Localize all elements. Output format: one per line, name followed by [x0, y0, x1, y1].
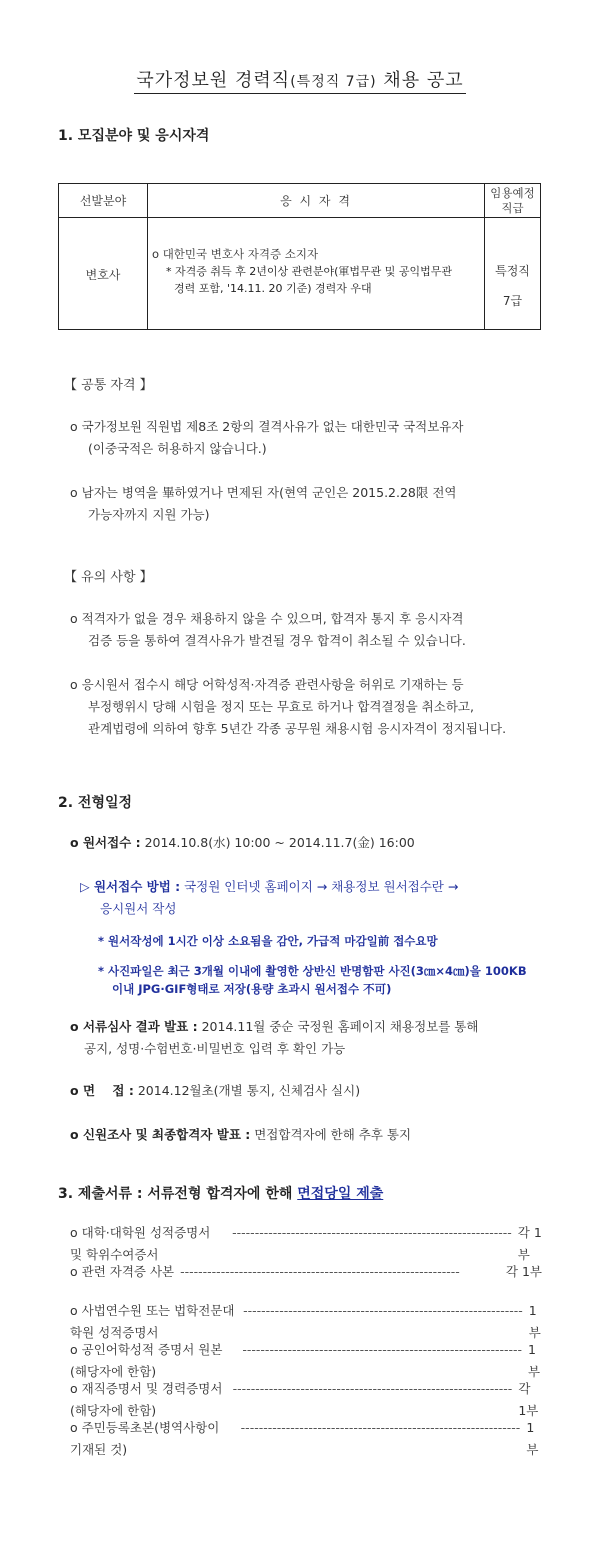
- doc-item-name: o 사법연수원 또는 법학전문대학원 성적증명서: [70, 1303, 235, 1340]
- notes-item-1-line1: o 적격자가 없을 경우 채용하지 않을 수 있으며, 합격자 통지 후 응시자격: [70, 611, 464, 626]
- page-title: [0, 66, 600, 94]
- interview-line: [70, 1080, 550, 1102]
- grade-line-1: 특정직: [495, 264, 530, 278]
- dash-leader: --------------------------------------------------------------: [240, 1420, 521, 1435]
- interview-label: o 면 접 :: [70, 1083, 134, 1098]
- table-header-field: 선발분야: [59, 184, 148, 218]
- table-header-grade-line2: 직급: [501, 200, 524, 215]
- doc-item: [70, 1339, 542, 1378]
- doc-item: [70, 1378, 542, 1417]
- table-header-grade-line1: 임용예정: [490, 185, 535, 200]
- common-item-2: [70, 482, 550, 526]
- final-value: 면접합격자에 한해 추후 통지: [254, 1127, 412, 1142]
- doc-item-count: 각 1부: [517, 1225, 542, 1262]
- receipt-value: 2014.10.8(水) 10:00 ~ 2014.11.7(金) 16:00: [144, 835, 415, 850]
- doc-item-count: 1부: [526, 1420, 539, 1457]
- section2-heading: 2. 전형일정: [58, 795, 133, 811]
- doc-item-count: 1부: [528, 1303, 541, 1340]
- star-note-2-line1: * 사진파일은 최근 3개월 이내에 촬영한 상반신 반명함판 사진(3㎝×4㎝)을 100KB: [98, 964, 527, 978]
- table-header-grade: [485, 184, 541, 218]
- notes-item-2-line2: 부정행위시 당해 시험을 정지 또는 무효로 하거나 합격결정을 취소하고,: [88, 699, 474, 714]
- doc-screening-line2: 공지, 성명·수험번호·비밀번호 입력 후 확인 가능: [84, 1041, 346, 1056]
- dash-leader: --------------------------------------------------------------: [232, 1225, 512, 1240]
- table-cell-grade: [485, 218, 541, 330]
- title-tail: 채용 공고: [383, 70, 464, 91]
- final-line: [70, 1124, 550, 1146]
- section3-heading: [58, 1183, 383, 1203]
- interview-day-link[interactable]: 면접당일 제출: [297, 1186, 384, 1202]
- qual-line-2: * 자격증 취득 후 2년이상 관련분야(軍법무관 및 공익법무관: [166, 265, 453, 278]
- doc-item: [70, 1222, 542, 1261]
- star-note-1: * 원서작성에 1시간 이상 소요됨을 감안, 가급적 마감일前 접수요망: [98, 934, 438, 948]
- title-sub: (특정직 7급): [290, 74, 377, 90]
- doc-item-name: o 공인어학성적 증명서 원본(해당자에 한함): [70, 1342, 223, 1379]
- method-label: ▷ 원서접수 방법 :: [80, 879, 181, 894]
- doc-item-name: o 재직증명서 및 경력증명서(해당자에 한함): [70, 1381, 223, 1418]
- document-screening: [70, 1016, 550, 1060]
- doc-screening-line1: 2014.11월 중순 국정원 홈페이지 채용정보를 통해: [201, 1019, 479, 1034]
- grade-line-2: 7급: [502, 294, 523, 308]
- doc-item: [70, 1417, 542, 1456]
- interview-value: 2014.12월초(개별 통지, 신체검사 실시): [137, 1083, 361, 1098]
- doc-item-count: 각 1부: [505, 1264, 542, 1279]
- receipt-line: [70, 832, 550, 854]
- doc-item-count: 1부: [528, 1342, 541, 1379]
- section1-heading: 1. 모집분야 및 응시자격: [58, 128, 210, 144]
- doc-item: [70, 1300, 542, 1339]
- common-item-2-line2: 가능자까지 지원 가능): [88, 507, 210, 522]
- qual-line-1: o 대한민국 변호사 자격증 소지자: [152, 247, 319, 261]
- table-header-qualification: 응 시 자 격: [148, 184, 485, 218]
- dash-leader: --------------------------------------------------------------: [242, 1342, 523, 1357]
- doc-item-name: o 관련 자격증 사본: [70, 1264, 175, 1279]
- receipt-method: [80, 876, 550, 920]
- receipt-label: o 원서접수 :: [70, 835, 141, 850]
- qualification-table: [58, 183, 541, 330]
- doc-item-name: o 대학·대학원 성적증명서 및 학위수여증서: [70, 1225, 211, 1262]
- notes-item-1-line2: 검증 등을 통하여 결격사유가 발견될 경우 합격이 취소될 수 있습니다.: [88, 633, 466, 648]
- common-item-2-line1: o 남자는 병역을 畢하였거나 면제된 자(현역 군인은 2015.2.28限 전역: [70, 485, 457, 500]
- notes-item-2-line1: o 응시원서 접수시 해당 어학성적·자격증 관련사항을 허위로 기재하는 등: [70, 677, 464, 692]
- dash-leader: --------------------------------------------------------------: [180, 1264, 460, 1279]
- dash-leader: --------------------------------------------------------------: [243, 1303, 523, 1318]
- star-note-2: [98, 962, 548, 998]
- common-item-1: [70, 416, 550, 460]
- dash-leader: --------------------------------------------------------------: [232, 1381, 513, 1396]
- final-label: o 신원조사 및 최종합격자 발표 :: [70, 1127, 251, 1142]
- common-item-1-line1: o 국가정보원 직원법 제8조 2항의 결격사유가 없는 대한민국 국적보유자: [70, 419, 464, 434]
- star-note-2-line2: 이내 JPG·GIF형태로 저장(용량 초과시 원서접수 不可): [112, 982, 392, 996]
- doc-screening-label: o 서류심사 결과 발표 :: [70, 1019, 198, 1034]
- notes-item-2-line3: 관계법령에 의하여 향후 5년간 각종 공무원 채용시험 응시자격이 정지됩니다.: [88, 721, 507, 736]
- common-item-1-line2: (이중국적은 허용하지 않습니다.): [88, 441, 267, 456]
- doc-item: [70, 1261, 542, 1300]
- notes-item-1: [70, 608, 550, 652]
- section3-heading-prefix: 3. 제출서류 : 서류전형 합격자에 한해: [58, 1186, 298, 1202]
- title-main: 국가정보원 경력직: [136, 70, 291, 91]
- doc-item-count: 각 1부: [518, 1381, 539, 1418]
- doc-list: [70, 1222, 542, 1456]
- method-line-2: 응시원서 작성: [100, 901, 177, 916]
- common-qualification-heading: 【 공통 자격 】: [64, 378, 153, 393]
- notes-item-2: [70, 674, 550, 740]
- qual-line-3: 경력 포함, '14.11. 20 기준) 경력자 우대: [174, 282, 372, 295]
- table-cell-field: 변호사: [59, 218, 148, 330]
- method-line-1: 국정원 인터넷 홈페이지 → 채용정보 원서접수란 →: [184, 879, 459, 894]
- notes-heading: 【 유의 사항 】: [64, 570, 153, 585]
- table-cell-qualification: [148, 218, 485, 330]
- doc-item-name: o 주민등록초본(병역사항이 기재된 것): [70, 1420, 220, 1457]
